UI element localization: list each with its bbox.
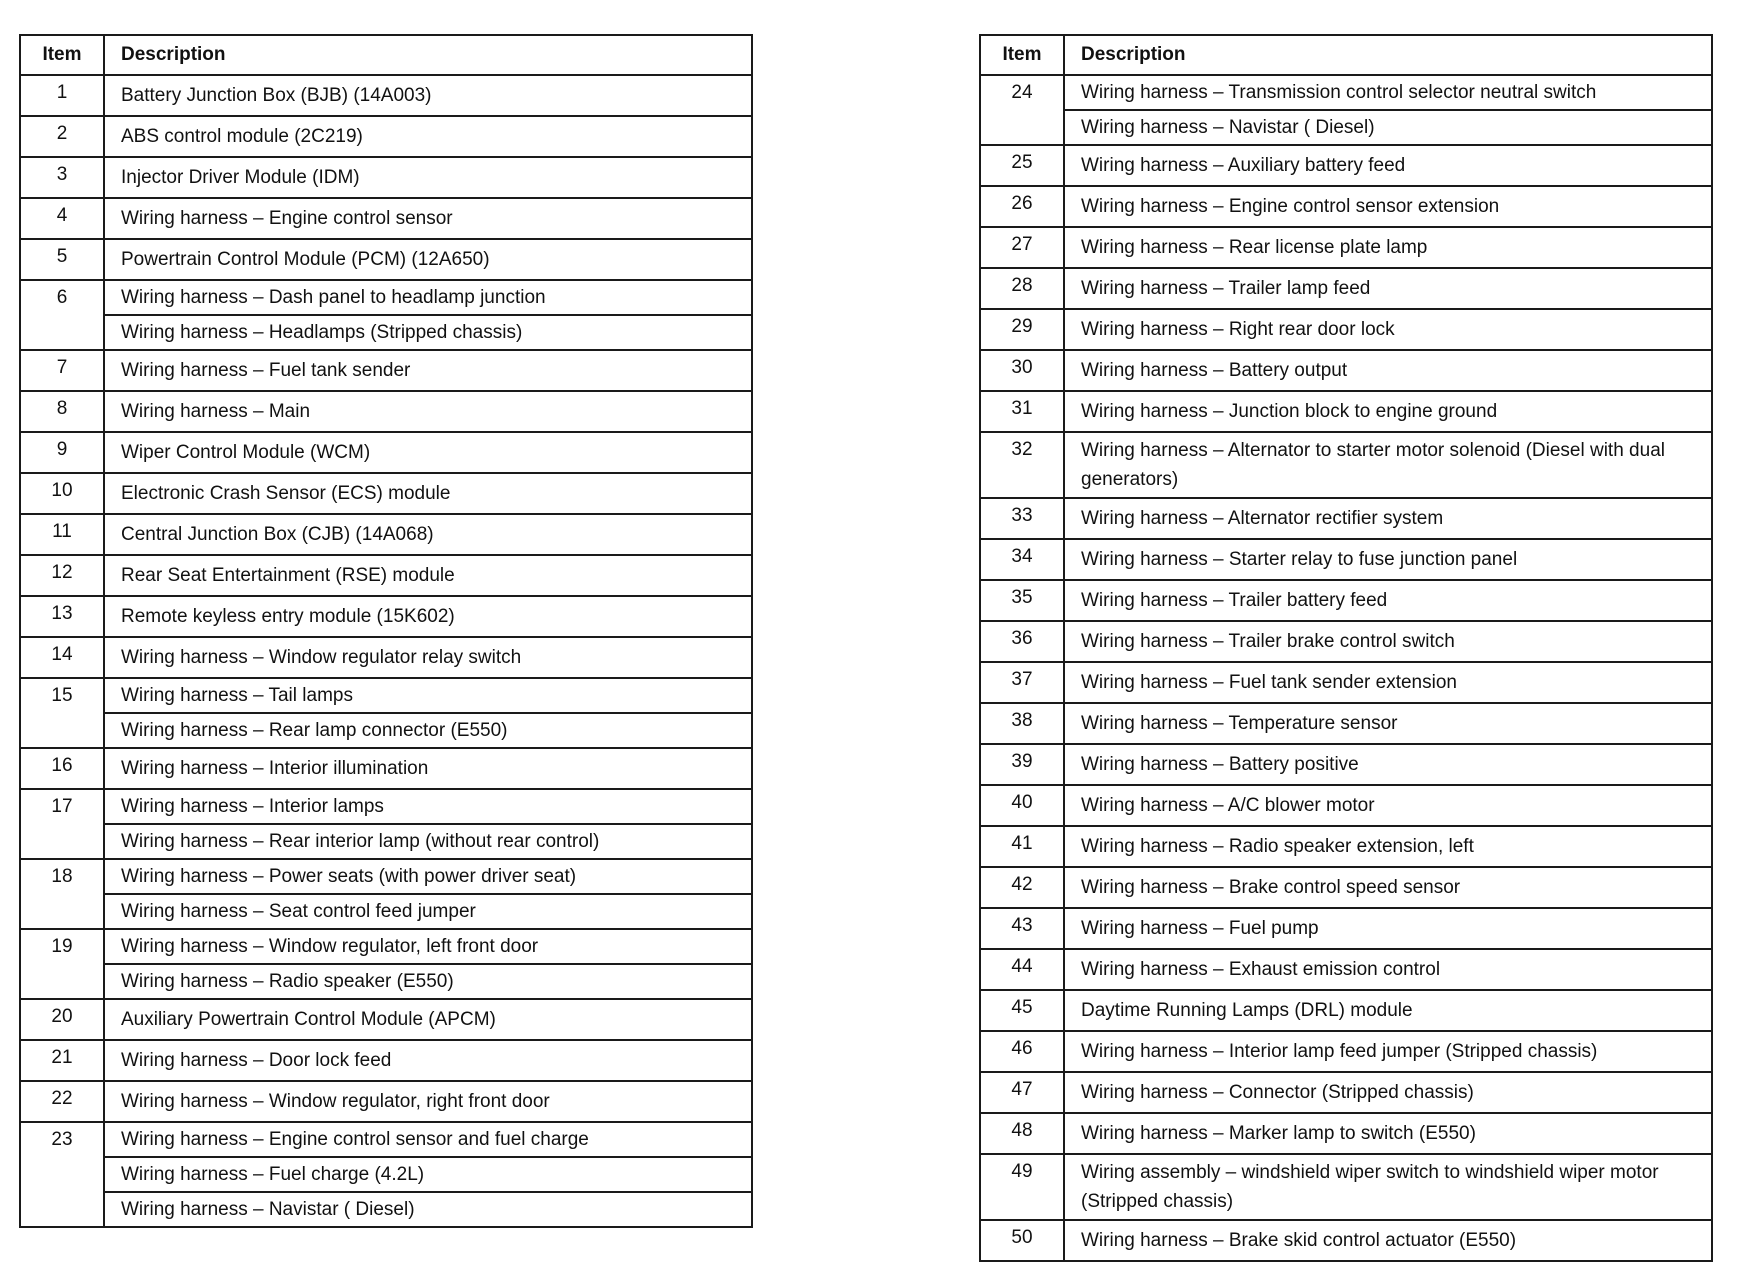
table-row bbox=[980, 227, 1712, 268]
item-number: 10 bbox=[20, 473, 104, 514]
item-description: Wiring harness – Rear interior lamp (without rear control) bbox=[104, 824, 752, 859]
table-row bbox=[20, 239, 752, 280]
item-description: Wiring harness – Battery output bbox=[1064, 350, 1712, 391]
table-row bbox=[980, 785, 1712, 826]
table-row bbox=[980, 580, 1712, 621]
item-description: Battery Junction Box (BJB) (14A003) bbox=[104, 75, 752, 116]
item-number: 19 bbox=[20, 929, 104, 999]
item-description: Electronic Crash Sensor (ECS) module bbox=[104, 473, 752, 514]
item-number: 39 bbox=[980, 744, 1064, 785]
item-number: 14 bbox=[20, 637, 104, 678]
item-description: Wiring harness – Seat control feed jumper bbox=[104, 894, 752, 929]
item-description: Wiring harness – Tail lamps bbox=[104, 678, 752, 713]
item-number: 45 bbox=[980, 990, 1064, 1031]
item-description: Wiring harness – Alternator to starter motor solenoid (Diesel with dual generators) bbox=[1064, 432, 1712, 498]
item-description: Wiring harness – Dash panel to headlamp junction bbox=[104, 280, 752, 315]
description-column-header: Description bbox=[104, 35, 752, 75]
item-description: Wiring harness – Power seats (with power driver seat) bbox=[104, 859, 752, 894]
item-description: Wiring harness – Fuel pump bbox=[1064, 908, 1712, 949]
item-number: 9 bbox=[20, 432, 104, 473]
item-description: Wiring harness – A/C blower motor bbox=[1064, 785, 1712, 826]
table-header-row bbox=[20, 35, 752, 75]
table-row bbox=[20, 859, 752, 894]
item-number: 16 bbox=[20, 748, 104, 789]
table-row bbox=[980, 186, 1712, 227]
item-number: 30 bbox=[980, 350, 1064, 391]
item-number: 38 bbox=[980, 703, 1064, 744]
table-row bbox=[20, 75, 752, 116]
item-description: Rear Seat Entertainment (RSE) module bbox=[104, 555, 752, 596]
table-row bbox=[980, 539, 1712, 580]
table-row bbox=[980, 1031, 1712, 1072]
table-row bbox=[980, 498, 1712, 539]
item-number: 49 bbox=[980, 1154, 1064, 1220]
table-row bbox=[20, 999, 752, 1040]
item-column-header: Item bbox=[20, 35, 104, 75]
item-description: ABS control module (2C219) bbox=[104, 116, 752, 157]
item-description: Wiring harness – Interior illumination bbox=[104, 748, 752, 789]
item-description: Wiring harness – Interior lamp feed jumper (Stripped chassis) bbox=[1064, 1031, 1712, 1072]
item-number: 40 bbox=[980, 785, 1064, 826]
table-row bbox=[980, 75, 1712, 110]
table-row bbox=[20, 1122, 752, 1157]
table-row bbox=[980, 391, 1712, 432]
item-description: Wiring harness – Exhaust emission control bbox=[1064, 949, 1712, 990]
table-row bbox=[980, 744, 1712, 785]
item-number: 6 bbox=[20, 280, 104, 350]
table-row bbox=[20, 198, 752, 239]
item-description: Wiring harness – Radio speaker (E550) bbox=[104, 964, 752, 999]
item-description: Wiring harness – Alternator rectifier system bbox=[1064, 498, 1712, 539]
item-number: 33 bbox=[980, 498, 1064, 539]
item-description: Wiring harness – Fuel charge (4.2L) bbox=[104, 1157, 752, 1192]
item-description: Wiring harness – Trailer lamp feed bbox=[1064, 268, 1712, 309]
table-row bbox=[20, 280, 752, 315]
table-row bbox=[20, 1192, 752, 1227]
item-number: 11 bbox=[20, 514, 104, 555]
table-row bbox=[20, 1040, 752, 1081]
item-description: Wiring harness – Starter relay to fuse junction panel bbox=[1064, 539, 1712, 580]
item-description: Wiring harness – Transmission control selector neutral switch bbox=[1064, 75, 1712, 110]
table-row bbox=[980, 432, 1712, 498]
table-row bbox=[20, 894, 752, 929]
item-description: Wiring harness – Radio speaker extension, left bbox=[1064, 826, 1712, 867]
item-description: Wiring harness – Temperature sensor bbox=[1064, 703, 1712, 744]
table-row bbox=[20, 748, 752, 789]
table-row bbox=[980, 867, 1712, 908]
table-row bbox=[980, 1220, 1712, 1261]
item-description: Wiring harness – Trailer battery feed bbox=[1064, 580, 1712, 621]
item-description: Wiring harness – Fuel tank sender bbox=[104, 350, 752, 391]
item-number: 42 bbox=[980, 867, 1064, 908]
item-description: Wiring harness – Engine control sensor and fuel charge bbox=[104, 1122, 752, 1157]
item-number: 36 bbox=[980, 621, 1064, 662]
table-row bbox=[980, 949, 1712, 990]
table-row bbox=[20, 637, 752, 678]
table-row bbox=[980, 110, 1712, 145]
item-number: 41 bbox=[980, 826, 1064, 867]
item-number: 13 bbox=[20, 596, 104, 637]
table-row bbox=[980, 826, 1712, 867]
item-description: Wiring harness – Junction block to engine ground bbox=[1064, 391, 1712, 432]
item-number: 35 bbox=[980, 580, 1064, 621]
item-number: 28 bbox=[980, 268, 1064, 309]
item-number: 48 bbox=[980, 1113, 1064, 1154]
item-description: Wiring harness – Navistar ( Diesel) bbox=[104, 1192, 752, 1227]
item-number: 29 bbox=[980, 309, 1064, 350]
table-row bbox=[20, 964, 752, 999]
item-description: Wiring assembly – windshield wiper switch to windshield wiper motor (Stripped chassis) bbox=[1064, 1154, 1712, 1220]
table-row bbox=[20, 678, 752, 713]
item-number: 47 bbox=[980, 1072, 1064, 1113]
item-number: 44 bbox=[980, 949, 1064, 990]
legend-table-right bbox=[979, 34, 1713, 1262]
item-description: Wiring harness – Engine control sensor extension bbox=[1064, 186, 1712, 227]
table-row bbox=[980, 662, 1712, 703]
table-row bbox=[980, 908, 1712, 949]
item-description: Powertrain Control Module (PCM) (12A650) bbox=[104, 239, 752, 280]
table-row bbox=[980, 145, 1712, 186]
item-description: Wiring harness – Trailer brake control switch bbox=[1064, 621, 1712, 662]
table-row bbox=[20, 514, 752, 555]
table-row bbox=[980, 350, 1712, 391]
item-description: Wiring harness – Main bbox=[104, 391, 752, 432]
item-number: 2 bbox=[20, 116, 104, 157]
item-number: 50 bbox=[980, 1220, 1064, 1261]
item-number: 26 bbox=[980, 186, 1064, 227]
table-row bbox=[20, 116, 752, 157]
legend-table-left bbox=[19, 34, 753, 1228]
item-description: Wiring harness – Connector (Stripped chassis) bbox=[1064, 1072, 1712, 1113]
item-description: Wiring harness – Brake control speed sensor bbox=[1064, 867, 1712, 908]
table-header-row bbox=[980, 35, 1712, 75]
table-row bbox=[20, 432, 752, 473]
table-row bbox=[980, 703, 1712, 744]
description-column-header: Description bbox=[1064, 35, 1712, 75]
legend-table-left-body bbox=[20, 75, 752, 1227]
item-number: 25 bbox=[980, 145, 1064, 186]
item-number: 21 bbox=[20, 1040, 104, 1081]
item-number: 22 bbox=[20, 1081, 104, 1122]
item-number: 20 bbox=[20, 999, 104, 1040]
item-description: Wiper Control Module (WCM) bbox=[104, 432, 752, 473]
table-row bbox=[20, 157, 752, 198]
item-description: Wiring harness – Door lock feed bbox=[104, 1040, 752, 1081]
item-description: Central Junction Box (CJB) (14A068) bbox=[104, 514, 752, 555]
item-description: Wiring harness – Navistar ( Diesel) bbox=[1064, 110, 1712, 145]
item-number: 31 bbox=[980, 391, 1064, 432]
item-number: 15 bbox=[20, 678, 104, 748]
item-description: Injector Driver Module (IDM) bbox=[104, 157, 752, 198]
table-row bbox=[20, 391, 752, 432]
item-number: 43 bbox=[980, 908, 1064, 949]
item-description: Wiring harness – Window regulator, right front door bbox=[104, 1081, 752, 1122]
item-description: Wiring harness – Rear license plate lamp bbox=[1064, 227, 1712, 268]
legend-table-right-body bbox=[980, 75, 1712, 1261]
item-number: 34 bbox=[980, 539, 1064, 580]
table-row bbox=[980, 621, 1712, 662]
item-description: Remote keyless entry module (15K602) bbox=[104, 596, 752, 637]
table-row bbox=[20, 789, 752, 824]
item-description: Wiring harness – Auxiliary battery feed bbox=[1064, 145, 1712, 186]
item-description: Wiring harness – Brake skid control actuator (E550) bbox=[1064, 1220, 1712, 1261]
table-row bbox=[20, 929, 752, 964]
table-row bbox=[20, 596, 752, 637]
table-row bbox=[980, 309, 1712, 350]
item-number: 24 bbox=[980, 75, 1064, 145]
item-number: 27 bbox=[980, 227, 1064, 268]
table-row bbox=[980, 990, 1712, 1031]
table-row bbox=[20, 713, 752, 748]
table-row bbox=[20, 824, 752, 859]
item-description: Wiring harness – Headlamps (Stripped chassis) bbox=[104, 315, 752, 350]
item-description: Wiring harness – Battery positive bbox=[1064, 744, 1712, 785]
item-description: Wiring harness – Engine control sensor bbox=[104, 198, 752, 239]
item-number: 17 bbox=[20, 789, 104, 859]
table-row bbox=[980, 1072, 1712, 1113]
item-number: 18 bbox=[20, 859, 104, 929]
item-number: 7 bbox=[20, 350, 104, 391]
item-description: Wiring harness – Marker lamp to switch (E550) bbox=[1064, 1113, 1712, 1154]
item-number: 32 bbox=[980, 432, 1064, 498]
table-row bbox=[20, 555, 752, 596]
table-row bbox=[20, 1081, 752, 1122]
item-description: Wiring harness – Fuel tank sender extension bbox=[1064, 662, 1712, 703]
item-number: 3 bbox=[20, 157, 104, 198]
item-number: 12 bbox=[20, 555, 104, 596]
item-description: Wiring harness – Interior lamps bbox=[104, 789, 752, 824]
item-description: Wiring harness – Right rear door lock bbox=[1064, 309, 1712, 350]
item-column-header: Item bbox=[980, 35, 1064, 75]
item-number: 5 bbox=[20, 239, 104, 280]
table-row bbox=[20, 473, 752, 514]
table-row bbox=[20, 1157, 752, 1192]
table-row bbox=[20, 350, 752, 391]
table-row bbox=[980, 1113, 1712, 1154]
item-number: 46 bbox=[980, 1031, 1064, 1072]
item-number: 37 bbox=[980, 662, 1064, 703]
item-number: 4 bbox=[20, 198, 104, 239]
item-number: 23 bbox=[20, 1122, 104, 1227]
table-row bbox=[980, 268, 1712, 309]
item-description: Wiring harness – Window regulator relay switch bbox=[104, 637, 752, 678]
item-description: Auxiliary Powertrain Control Module (APCM) bbox=[104, 999, 752, 1040]
item-number: 8 bbox=[20, 391, 104, 432]
table-row bbox=[20, 315, 752, 350]
item-description: Wiring harness – Rear lamp connector (E550) bbox=[104, 713, 752, 748]
table-row bbox=[980, 1154, 1712, 1220]
item-number: 1 bbox=[20, 75, 104, 116]
item-description: Daytime Running Lamps (DRL) module bbox=[1064, 990, 1712, 1031]
item-description: Wiring harness – Window regulator, left front door bbox=[104, 929, 752, 964]
